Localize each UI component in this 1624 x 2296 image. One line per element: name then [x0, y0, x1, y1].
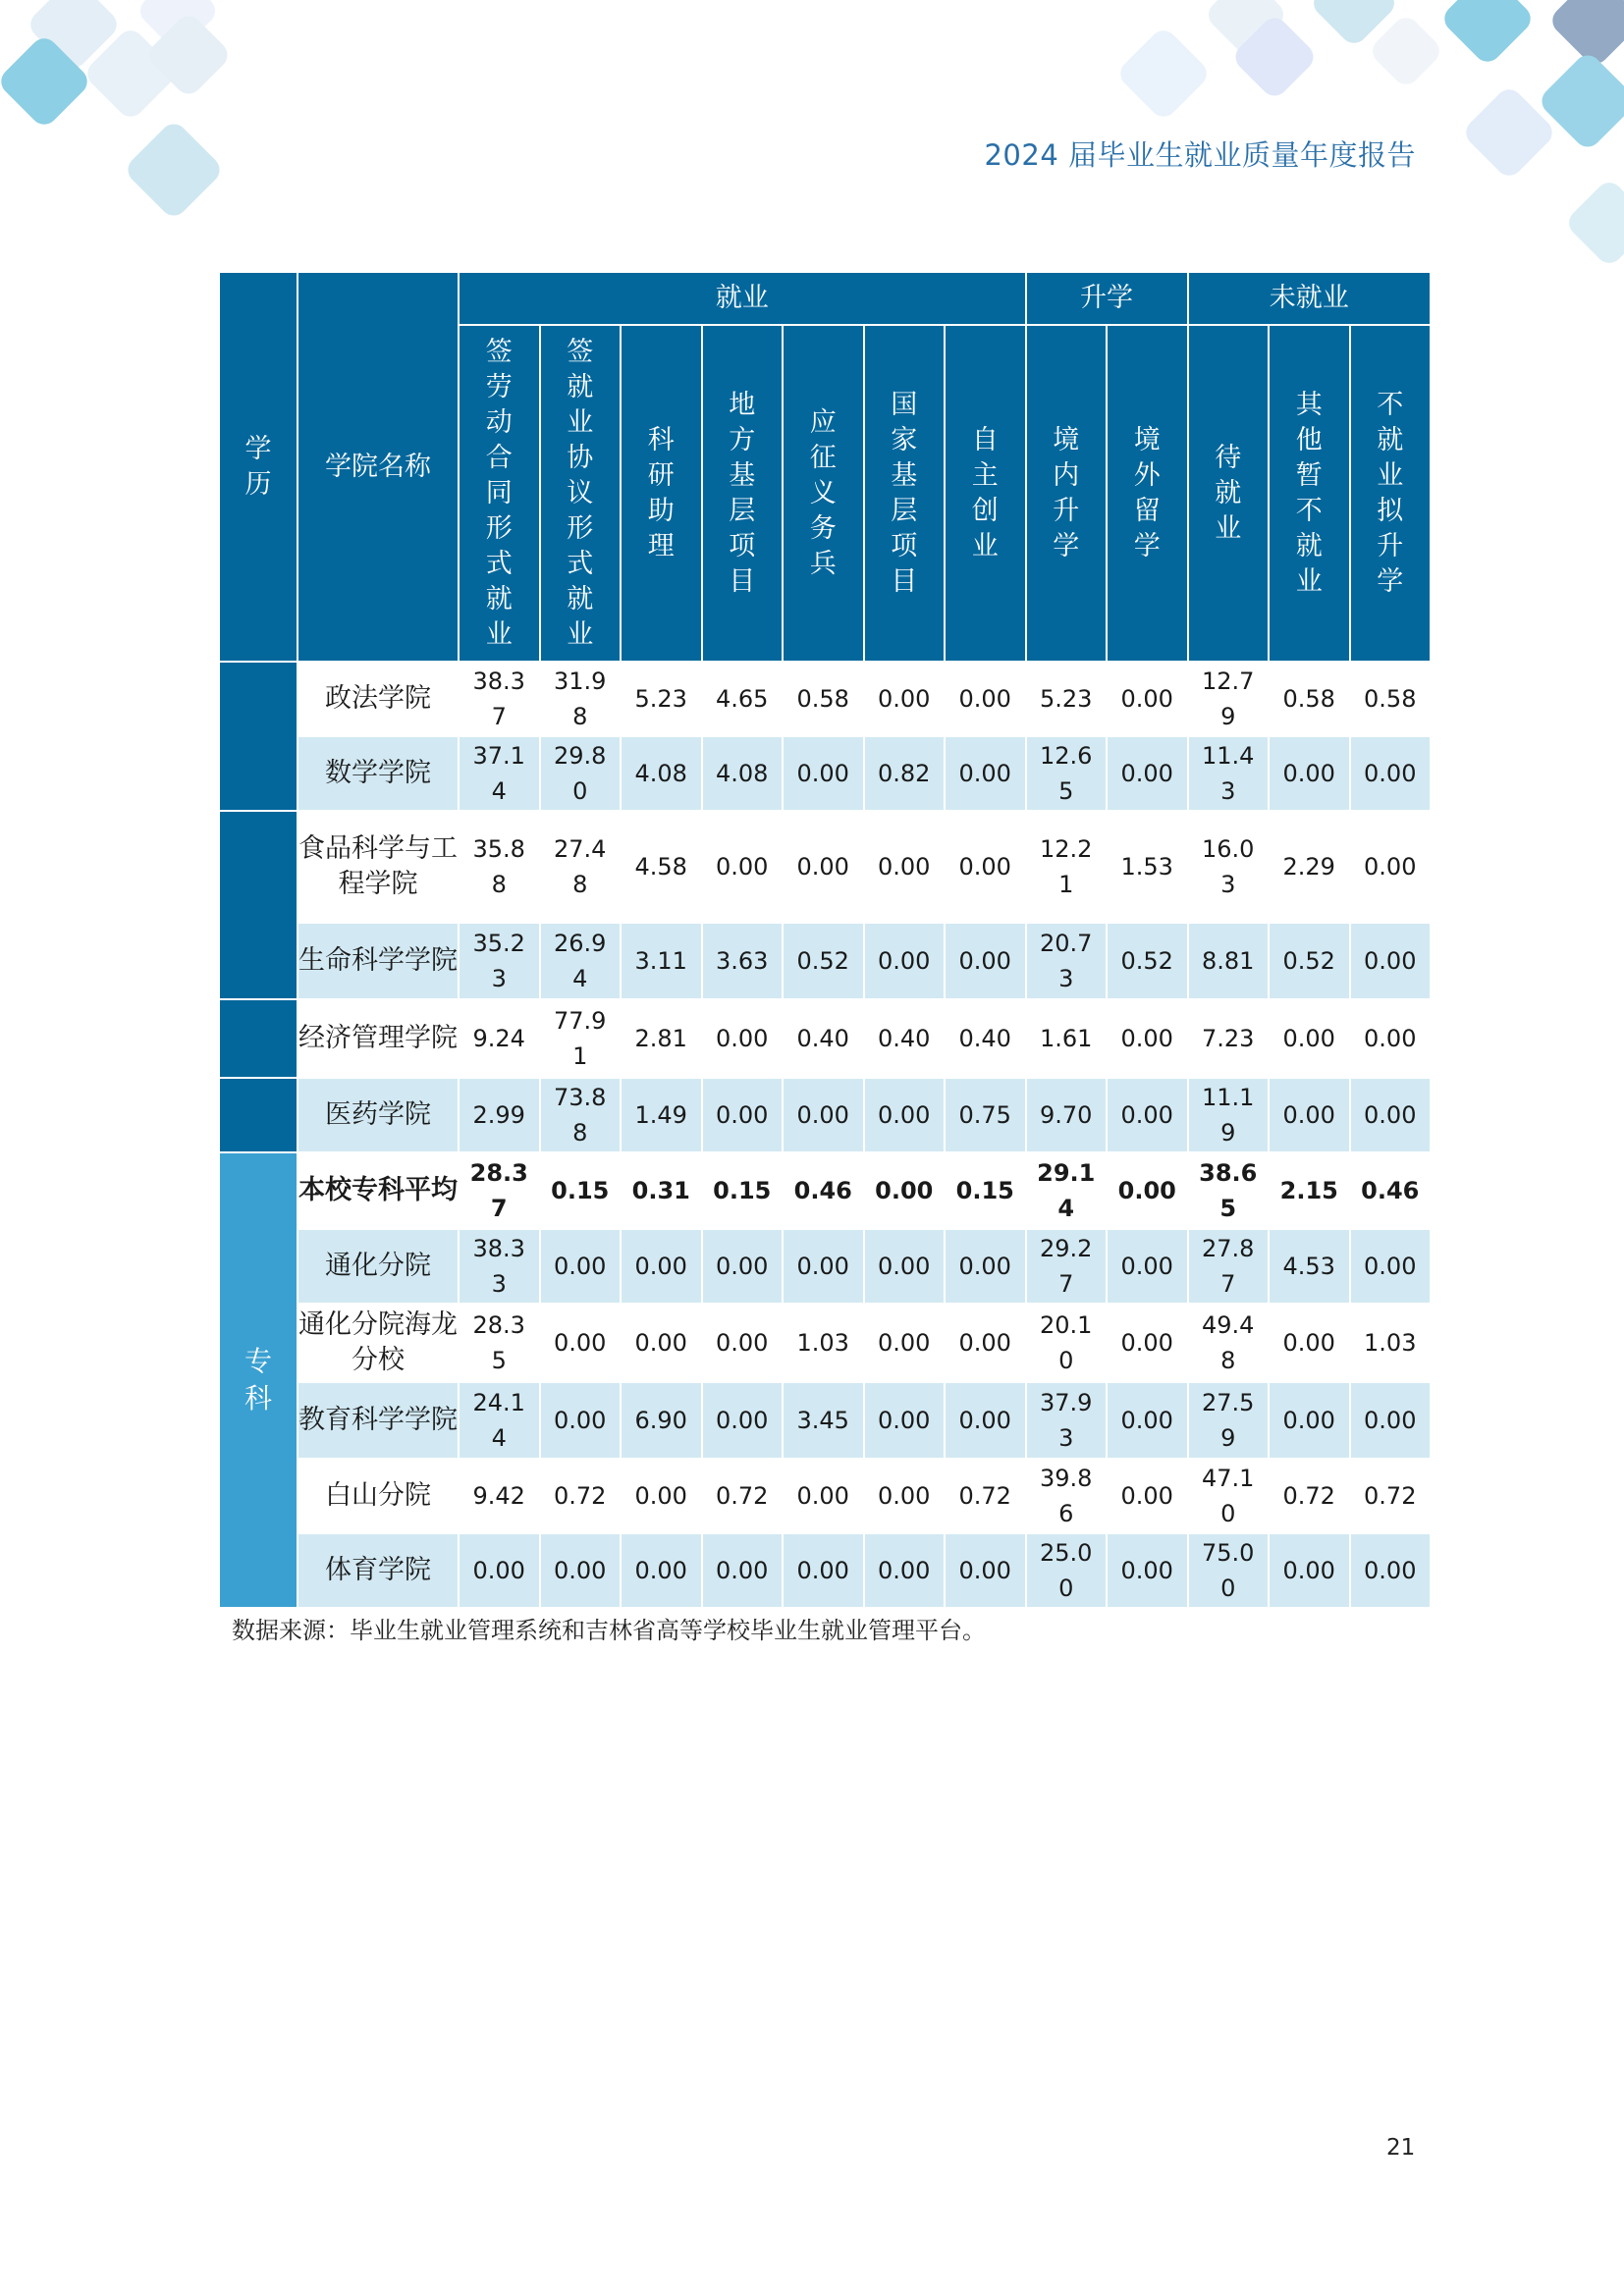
value-cell: 6.90 [621, 1382, 702, 1459]
value-cell: 49.48 [1188, 1304, 1270, 1382]
value-cell: 11.19 [1188, 1078, 1270, 1152]
college-name-cell: 数学学院 [298, 736, 459, 811]
value-cell: 29.80 [540, 736, 622, 811]
value-cell: 0.00 [1269, 1078, 1350, 1152]
value-cell: 0.00 [1107, 1078, 1188, 1152]
value-cell: 0.72 [702, 1459, 784, 1533]
value-cell: 0.00 [783, 736, 864, 811]
value-cell: 0.00 [1107, 662, 1188, 736]
value-cell: 0.00 [1350, 736, 1432, 811]
value-cell: 1.49 [621, 1078, 702, 1152]
value-cell: 4.58 [621, 811, 702, 923]
value-cell: 0.00 [1269, 999, 1350, 1078]
value-cell: 0.00 [702, 811, 784, 923]
table-row [219, 662, 1431, 736]
value-cell: 0.52 [783, 923, 864, 999]
col-header-college: 学院名称 [298, 272, 459, 662]
value-cell: 24.14 [459, 1382, 540, 1459]
value-cell: 4.08 [702, 736, 784, 811]
value-cell: 0.00 [1107, 999, 1188, 1078]
col-header: 待就业 [1188, 325, 1270, 662]
value-cell: 0.00 [702, 1304, 784, 1382]
value-cell: 1.53 [1107, 811, 1188, 923]
value-cell: 4.08 [621, 736, 702, 811]
value-cell: 0.40 [864, 999, 946, 1078]
value-cell: 0.58 [1269, 662, 1350, 736]
college-name-cell: 食品科学与工程学院 [298, 811, 459, 923]
value-cell: 0.52 [1269, 923, 1350, 999]
col-header: 不就业拟升学 [1350, 325, 1432, 662]
value-cell: 0.00 [783, 1459, 864, 1533]
value-cell: 0.00 [1350, 923, 1432, 999]
value-cell: 1.61 [1026, 999, 1108, 1078]
value-cell: 27.48 [540, 811, 622, 923]
value-cell: 0.00 [1269, 1382, 1350, 1459]
table-row [219, 736, 1431, 811]
value-cell: 2.29 [1269, 811, 1350, 923]
value-cell: 0.00 [864, 1078, 946, 1152]
college-name-cell: 生命科学学院 [298, 923, 459, 999]
value-cell: 0.00 [945, 1533, 1026, 1608]
value-cell: 37.93 [1026, 1382, 1108, 1459]
value-cell: 31.98 [540, 662, 622, 736]
value-cell: 38.37 [459, 662, 540, 736]
value-cell: 0.00 [540, 1304, 622, 1382]
value-cell: 0.00 [702, 1533, 784, 1608]
value-cell: 0.00 [1350, 811, 1432, 923]
data-source-note: 数据来源：毕业生就业管理系统和吉林省高等学校毕业生就业管理平台。 [232, 1617, 986, 1644]
value-cell: 0.00 [1107, 1459, 1188, 1533]
value-cell: 0.00 [702, 1078, 784, 1152]
value-cell: 5.23 [1026, 662, 1108, 736]
value-cell: 0.00 [945, 736, 1026, 811]
value-cell: 0.00 [621, 1533, 702, 1608]
value-cell: 2.99 [459, 1078, 540, 1152]
table-row [219, 923, 1431, 999]
value-cell: 0.00 [945, 1382, 1026, 1459]
value-cell: 12.79 [1188, 662, 1270, 736]
college-name-cell: 政法学院 [298, 662, 459, 736]
value-cell: 0.00 [1107, 1382, 1188, 1459]
value-cell: 12.21 [1026, 811, 1108, 923]
value-cell: 0.00 [621, 1304, 702, 1382]
value-cell: 28.37 [459, 1152, 540, 1229]
value-cell: 0.00 [1350, 999, 1432, 1078]
value-cell: 75.00 [1188, 1533, 1270, 1608]
value-cell: 0.00 [864, 1382, 946, 1459]
college-name-cell: 本校专科平均 [298, 1152, 459, 1229]
col-header: 地方基层项目 [702, 325, 784, 662]
col-header: 自主创业 [945, 325, 1026, 662]
value-cell: 0.72 [945, 1459, 1026, 1533]
college-name-cell: 通化分院海龙分校 [298, 1304, 459, 1382]
table-row [219, 999, 1431, 1078]
page-number: 21 [1386, 2135, 1416, 2161]
value-cell: 0.00 [783, 811, 864, 923]
value-cell: 4.53 [1269, 1229, 1350, 1304]
value-cell: 0.46 [783, 1152, 864, 1229]
value-cell: 0.00 [864, 662, 946, 736]
value-cell: 0.00 [864, 923, 946, 999]
value-cell: 0.00 [540, 1382, 622, 1459]
value-cell: 37.14 [459, 736, 540, 811]
value-cell: 0.00 [945, 811, 1026, 923]
value-cell: 0.00 [945, 923, 1026, 999]
value-cell: 0.58 [1350, 662, 1432, 736]
employment-table [218, 271, 1432, 1609]
value-cell: 16.03 [1188, 811, 1270, 923]
group-header-unemployed: 未就业 [1188, 272, 1432, 325]
col-header: 国家基层项目 [864, 325, 946, 662]
value-cell: 8.81 [1188, 923, 1270, 999]
table-row [219, 1304, 1431, 1382]
table-row [219, 811, 1431, 923]
value-cell: 0.00 [1107, 1533, 1188, 1608]
col-header: 应征义务兵 [783, 325, 864, 662]
table-row [219, 1078, 1431, 1152]
value-cell: 0.72 [1350, 1459, 1432, 1533]
value-cell: 0.15 [945, 1152, 1026, 1229]
value-cell: 0.00 [945, 1229, 1026, 1304]
value-cell: 9.70 [1026, 1078, 1108, 1152]
value-cell: 0.00 [864, 1152, 946, 1229]
value-cell: 7.23 [1188, 999, 1270, 1078]
col-header: 科研助理 [621, 325, 702, 662]
value-cell: 9.24 [459, 999, 540, 1078]
value-cell: 0.00 [1107, 1304, 1188, 1382]
edu-level-cell [219, 999, 298, 1078]
value-cell: 35.23 [459, 923, 540, 999]
col-header: 签劳动合同形式就业 [459, 325, 540, 662]
value-cell: 0.58 [783, 662, 864, 736]
edu-level-cell [219, 811, 298, 999]
value-cell: 0.15 [540, 1152, 622, 1229]
group-header-further-study: 升学 [1026, 272, 1188, 325]
value-cell: 20.73 [1026, 923, 1108, 999]
value-cell: 0.00 [702, 1229, 784, 1304]
value-cell: 5.23 [621, 662, 702, 736]
edu-level-cell: 专科 [219, 1152, 298, 1608]
value-cell: 47.10 [1188, 1459, 1270, 1533]
value-cell: 0.00 [1107, 1229, 1188, 1304]
value-cell: 0.15 [702, 1152, 784, 1229]
value-cell: 0.52 [1107, 923, 1188, 999]
value-cell: 0.00 [702, 999, 784, 1078]
table-row [219, 1229, 1431, 1304]
college-name-cell: 经济管理学院 [298, 999, 459, 1078]
table-row [219, 1152, 1431, 1229]
value-cell: 0.00 [1107, 1152, 1188, 1229]
college-name-cell: 通化分院 [298, 1229, 459, 1304]
college-name-cell: 教育科学学院 [298, 1382, 459, 1459]
value-cell: 0.00 [459, 1533, 540, 1608]
value-cell: 0.75 [945, 1078, 1026, 1152]
value-cell: 0.00 [945, 662, 1026, 736]
value-cell: 0.00 [864, 811, 946, 923]
col-header: 境内升学 [1026, 325, 1108, 662]
value-cell: 2.81 [621, 999, 702, 1078]
value-cell: 0.00 [1350, 1078, 1432, 1152]
value-cell: 39.86 [1026, 1459, 1108, 1533]
value-cell: 1.03 [783, 1304, 864, 1382]
value-cell: 29.14 [1026, 1152, 1108, 1229]
table-row [219, 1382, 1431, 1459]
value-cell: 12.65 [1026, 736, 1108, 811]
value-cell: 0.72 [1269, 1459, 1350, 1533]
value-cell: 0.00 [540, 1229, 622, 1304]
value-cell: 0.00 [783, 1078, 864, 1152]
value-cell: 3.63 [702, 923, 784, 999]
value-cell: 38.33 [459, 1229, 540, 1304]
value-cell: 0.00 [864, 1533, 946, 1608]
value-cell: 38.65 [1188, 1152, 1270, 1229]
value-cell: 0.00 [1350, 1229, 1432, 1304]
value-cell: 0.46 [1350, 1152, 1432, 1229]
value-cell: 29.27 [1026, 1229, 1108, 1304]
value-cell: 9.42 [459, 1459, 540, 1533]
value-cell: 0.40 [945, 999, 1026, 1078]
value-cell: 0.00 [783, 1229, 864, 1304]
college-name-cell: 白山分院 [298, 1459, 459, 1533]
value-cell: 73.88 [540, 1078, 622, 1152]
value-cell: 77.91 [540, 999, 622, 1078]
value-cell: 0.82 [864, 736, 946, 811]
value-cell: 35.88 [459, 811, 540, 923]
college-name-cell: 医药学院 [298, 1078, 459, 1152]
value-cell: 0.72 [540, 1459, 622, 1533]
value-cell: 1.03 [1350, 1304, 1432, 1382]
edu-level-cell [219, 1078, 298, 1152]
value-cell: 0.00 [783, 1533, 864, 1608]
value-cell: 26.94 [540, 923, 622, 999]
value-cell: 0.40 [783, 999, 864, 1078]
value-cell: 0.00 [1269, 1304, 1350, 1382]
value-cell: 11.43 [1188, 736, 1270, 811]
value-cell: 20.10 [1026, 1304, 1108, 1382]
value-cell: 25.00 [1026, 1533, 1108, 1608]
value-cell: 0.00 [864, 1229, 946, 1304]
value-cell: 27.59 [1188, 1382, 1270, 1459]
col-header: 境外留学 [1107, 325, 1188, 662]
college-name-cell: 体育学院 [298, 1533, 459, 1608]
value-cell: 0.00 [864, 1459, 946, 1533]
value-cell: 27.87 [1188, 1229, 1270, 1304]
value-cell: 0.00 [540, 1533, 622, 1608]
value-cell: 3.45 [783, 1382, 864, 1459]
value-cell: 0.00 [1269, 1533, 1350, 1608]
report-title: 2024 届毕业生就业质量年度报告 [984, 138, 1416, 172]
value-cell: 3.11 [621, 923, 702, 999]
value-cell: 0.00 [864, 1304, 946, 1382]
value-cell: 0.00 [1350, 1533, 1432, 1608]
edu-level-cell [219, 662, 298, 811]
table-row [219, 1459, 1431, 1533]
value-cell: 2.15 [1269, 1152, 1350, 1229]
value-cell: 0.00 [621, 1459, 702, 1533]
col-header: 签就业协议形式就业 [540, 325, 622, 662]
value-cell: 0.00 [1107, 736, 1188, 811]
col-header-edu: 学历 [219, 272, 298, 662]
col-header: 其他暂不就业 [1269, 325, 1350, 662]
value-cell: 0.00 [621, 1229, 702, 1304]
value-cell: 0.00 [945, 1304, 1026, 1382]
value-cell: 0.31 [621, 1152, 702, 1229]
table-row [219, 1533, 1431, 1608]
group-header-employed: 就业 [459, 272, 1026, 325]
value-cell: 0.00 [702, 1382, 784, 1459]
value-cell: 0.00 [1269, 736, 1350, 811]
value-cell: 4.65 [702, 662, 784, 736]
value-cell: 28.35 [459, 1304, 540, 1382]
value-cell: 0.00 [1350, 1382, 1432, 1459]
